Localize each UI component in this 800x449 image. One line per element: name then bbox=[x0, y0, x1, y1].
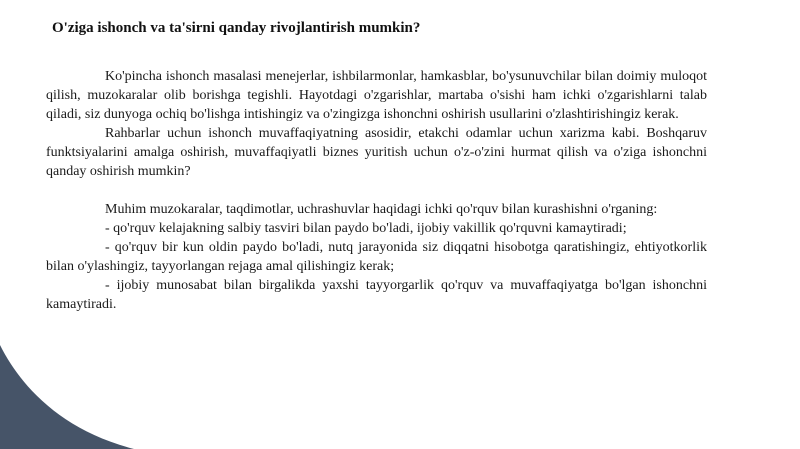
slide-title: O'ziga ishonch va ta'sirni qanday rivojlantirish mumkin? bbox=[52, 20, 421, 36]
list-item: - qo'rquv bir kun oldin paydo bo'ladi, nutq jarayonida siz diqqatni hisobotga qaratishingiz, ehtiyotkorlik bilan o'ylashingiz, tayyorlangan rejaga amal qilishingiz kerak; bbox=[46, 240, 707, 274]
list-item: - qo'rquv kelajakning salbiy tasviri bilan paydo bo'ladi, ijobiy vakillik qo'rquvni kamaytiradi; bbox=[105, 221, 627, 236]
paragraph-intro: Ko'pincha ishonch masalasi menejerlar, ishbilarmonlar, hamkasblar, bo'ysunuvchilar bilan doimiy muloqot qilish, muzokaralar olib borishga tegishli. Hayotdagi o'zgarishlar, martaba o'sishi ham ichki o'zgarishlarni talab qiladi, siz dunyoga ochiq bo'lishga intishingiz va o'zingizga ishonchni oshirish usullarini o'zlashtirishingiz kerak. bbox=[46, 69, 707, 122]
list-item: - ijobiy munosabat bilan birgalikda yaxshi tayyorgarlik qo'rquv va muvaffaqiyatga bo'lgan ishonchni kamaytiradi. bbox=[46, 278, 707, 312]
slide-body bbox=[46, 67, 707, 314]
paragraph-leaders: Rahbarlar uchun ishonch muvaffaqiyatning asosidir, etakchi odamlar uchun xarizma kabi. Boshqaruv funktsiyalarini amalga oshirish, muvaffaqiyatli biznes yuritish uchun o'z-o'zini hurmat qilish va o'ziga ishonchni qanday oshirish mumkin? bbox=[46, 126, 707, 179]
paragraph-fear-intro: Muhim muzokaralar, taqdimotlar, uchrashuvlar haqidagi ichki qo'rquv bilan kurashishni o'rganing: bbox=[105, 202, 658, 217]
